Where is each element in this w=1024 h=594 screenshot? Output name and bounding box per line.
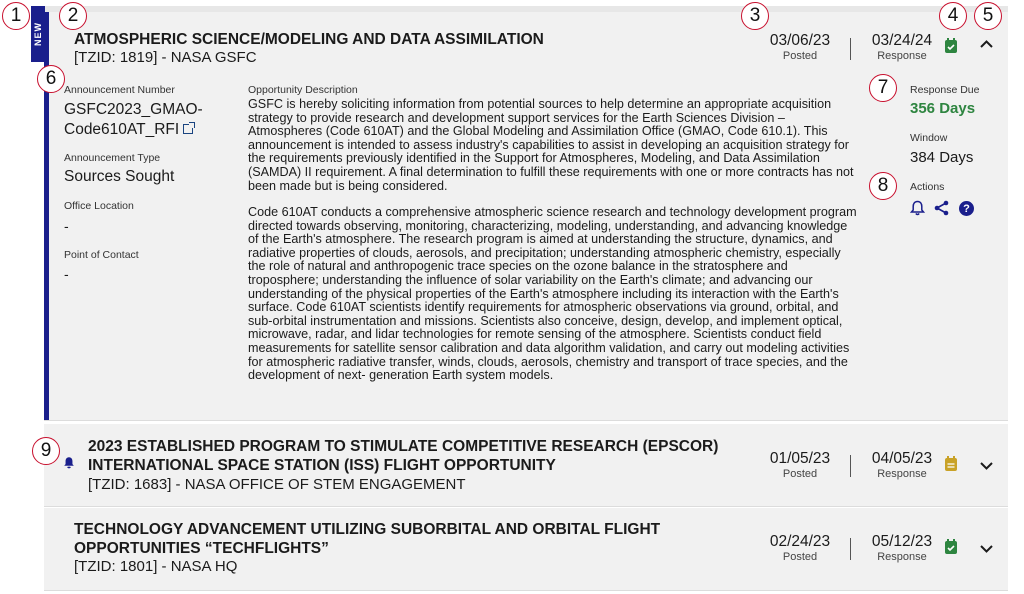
date-divider <box>850 538 851 560</box>
card1-title[interactable]: ATMOSPHERIC SCIENCE/MODELING AND DATA ASSIMILATION <box>74 31 544 48</box>
new-badge-label: NEW <box>33 22 43 46</box>
date-divider <box>850 38 851 60</box>
annotation-marker-8: 8 <box>869 172 897 200</box>
chevron-up-icon[interactable] <box>980 36 993 53</box>
announcement-number-line2[interactable]: Code610AT_RFI <box>64 121 180 138</box>
card3-posted-date: 02/24/23 <box>769 533 831 550</box>
card2-response-date: 04/05/23 <box>871 450 933 467</box>
new-badge <box>31 6 45 62</box>
response-due-value: 356 Days <box>910 100 976 117</box>
opportunity-description-p2: Code 610AT conducts a comprehensive atmospheric science research and technology development program directed towards observing, monitoring, characterizing, modeling, understanding, and advancing knowledge of the Earth's atmosphere. The research program is aimed at understanding the structure, dynamics, and radiative properties of clouds, aerosols, and precipitation; understanding atmospheric chemistry, especially the role of natural and anthropogenic trace species on the ozone balance in the stratosphere and troposphere; understanding the influence of solar variability on the Earth's climate; and advancing our understanding of the physical properties of the Earth's atmosphere including its interaction with the Earth's surface. Code 610AT scientists identify requirements for atmospheric observations via ground, orbital, and sub-orbital instrumentation and missions. Scientists also conceive, design, develop, and implement optical, microwave, radar, and lidar technologies for remote sensing of the atmosphere. Scientists conduct field measurements for satellite sensor calibration and data algorithm validation, and carry out modeling activities for atmospheric radiative transfer, winds, clouds, aerosols, chemistry and transport of trace species, and the development of next- generation Earth system models. <box>248 205 857 383</box>
card3-posted-label: Posted <box>782 551 818 563</box>
window-label: Window <box>910 132 948 144</box>
poc-label: Point of Contact <box>64 249 139 261</box>
announcement-number-label: Announcement Number <box>64 84 175 96</box>
calendar-icon <box>945 458 957 471</box>
card1-sub: [TZID: 1819] - NASA GSFC <box>74 49 257 66</box>
card1-response-date: 03/24/24 <box>871 32 933 49</box>
annotation-marker-4: 4 <box>939 2 967 30</box>
card2-posted-date: 01/05/23 <box>769 450 831 467</box>
card3-title-line1[interactable]: TECHNOLOGY ADVANCEMENT UTILIZING SUBORBITAL AND ORBITAL FLIGHT <box>74 521 661 538</box>
card3-response-label: Response <box>877 551 927 563</box>
annotation-marker-2: 2 <box>59 2 87 30</box>
annotation-marker-6: 6 <box>37 65 65 93</box>
card2-title-line1[interactable]: 2023 ESTABLISHED PROGRAM TO STIMULATE COMPETITIVE RESEARCH (EPSCOR) <box>88 438 719 455</box>
card2-response-label: Response <box>877 468 927 480</box>
opportunity-description-label: Opportunity Description <box>248 84 358 96</box>
announcement-number-line1[interactable]: GSFC2023_GMAO- <box>64 101 203 118</box>
annotation-marker-5: 5 <box>974 2 1002 30</box>
announcement-type-label: Announcement Type <box>64 152 161 164</box>
card2-title-line2[interactable]: INTERNATIONAL SPACE STATION (ISS) FLIGHT OPPORTUNITY <box>88 457 556 474</box>
annotation-marker-3: 3 <box>741 2 769 30</box>
bell-icon[interactable] <box>910 200 925 221</box>
chevron-down-icon[interactable] <box>980 458 993 475</box>
annotation-marker-9: 9 <box>32 437 60 465</box>
card3-response-date: 05/12/23 <box>871 533 933 550</box>
card3-sub: [TZID: 1801] - NASA HQ <box>74 558 238 575</box>
window-value: 384 Days <box>910 149 974 166</box>
share-icon[interactable] <box>934 200 949 221</box>
card2-sub: [TZID: 1683] - NASA OFFICE OF STEM ENGAGEMENT <box>88 476 466 493</box>
external-link-icon[interactable] <box>183 124 193 134</box>
calendar-check-icon <box>945 541 957 554</box>
help-icon[interactable]: ? <box>959 201 974 216</box>
card2-posted-label: Posted <box>782 468 818 480</box>
office-location-value: - <box>64 218 69 234</box>
announcement-number-link[interactable] <box>64 120 193 140</box>
actions-label: Actions <box>910 181 945 193</box>
response-due-label: Response Due <box>910 84 980 96</box>
chevron-down-icon[interactable] <box>980 541 993 558</box>
date-divider <box>850 455 851 477</box>
annotation-marker-1: 1 <box>2 2 30 30</box>
office-location-label: Office Location <box>64 200 134 212</box>
calendar-check-icon <box>945 40 957 53</box>
bell-icon-card2 <box>63 456 75 472</box>
card1-response-label: Response <box>877 50 927 62</box>
card1-posted-date: 03/06/23 <box>769 32 831 49</box>
opportunity-description-p1: GSFC is hereby soliciting information from potential sources to help determine an appropriate acquisition strategy to provide research and development support services for the Earth Sciences Division – Atmospheres (Code 610AT) and the Global Modeling and Assimilation Office (GMAO, Code 610.1). This announcement is intended to assess industry's capabilities to assist in developing an acquisition strategy for the requirements previously identified in the Support for Atmospheres, Modeling, and Data Assimilation (SAMDA) II requirement. A final determination to fulfill these requirements with one or more contracts has not been made but is being considered. <box>248 97 854 193</box>
poc-value: - <box>64 266 69 282</box>
announcement-type-value: Sources Sought <box>64 168 175 185</box>
card1-posted-label: Posted <box>782 50 818 62</box>
annotation-marker-7: 7 <box>869 74 897 102</box>
card3-title-line2[interactable]: OPPORTUNITIES “TECHFLIGHTS” <box>74 540 329 557</box>
